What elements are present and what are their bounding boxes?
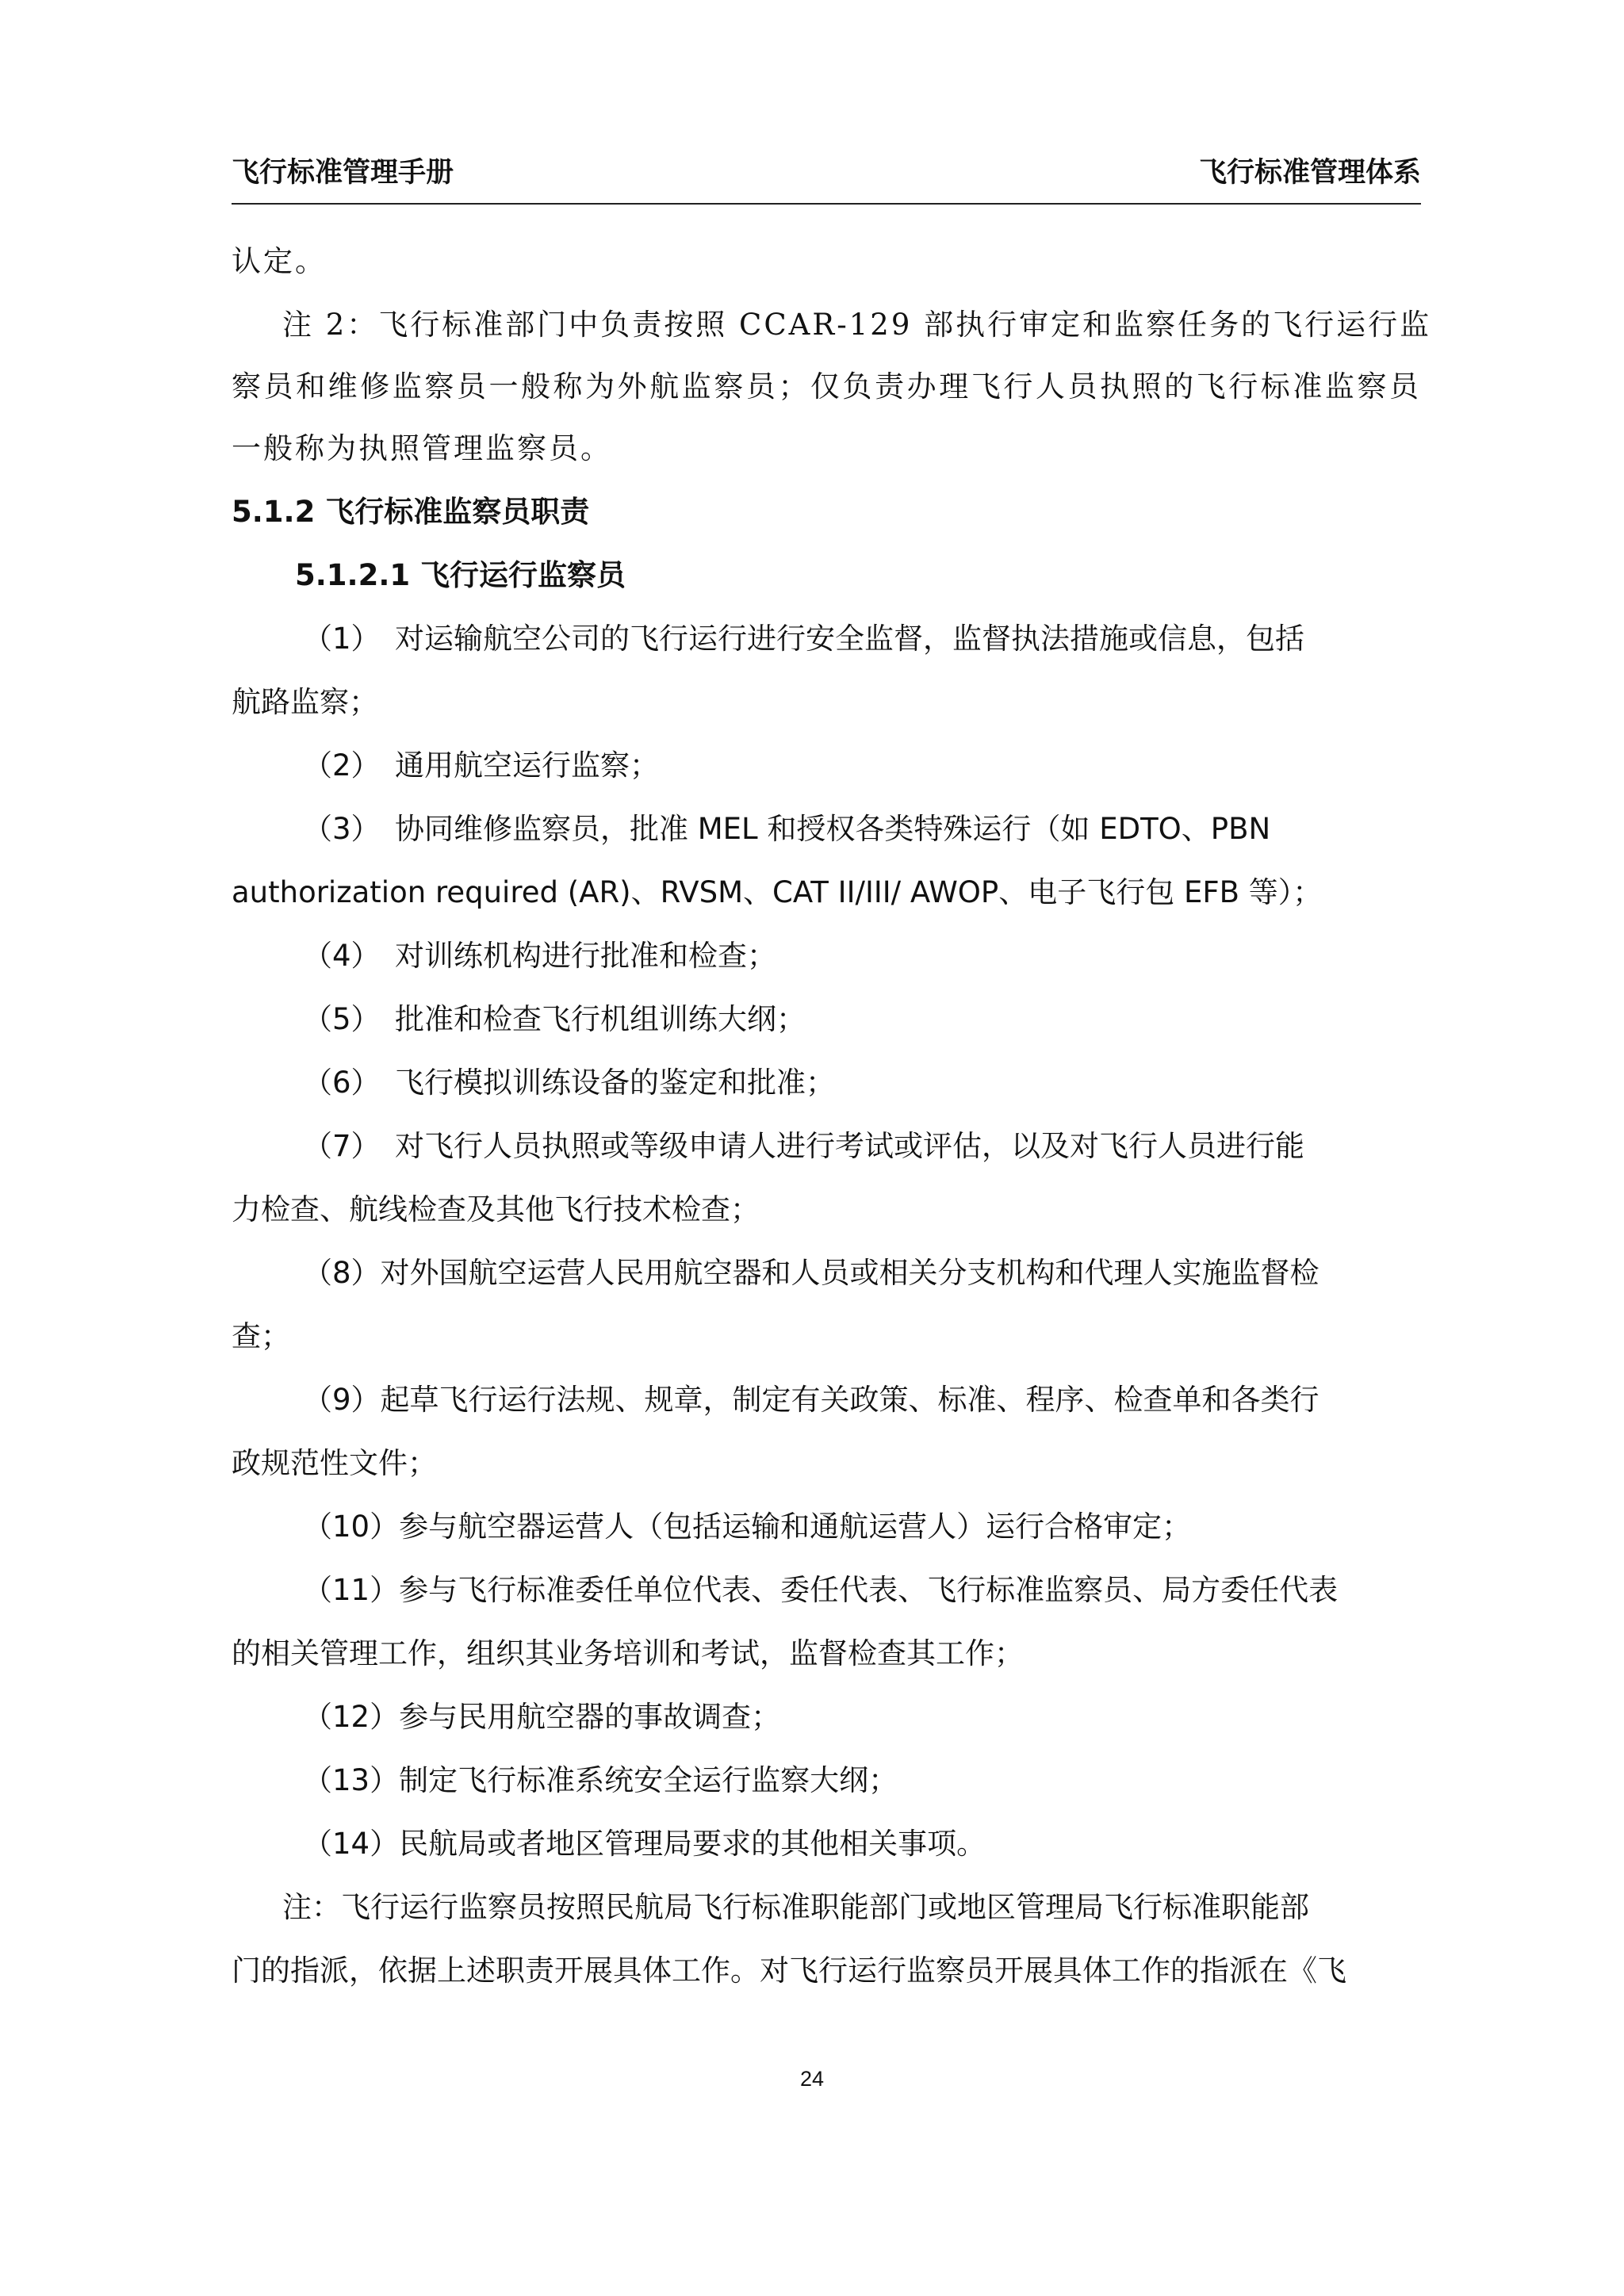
list-item-8-cont: 查； [232,1319,290,1353]
list-item-3 [303,806,1421,853]
item-number: （8） [303,1256,381,1290]
item-number: （13） [303,1763,400,1797]
item-text: 对训练机构进行批准和检查； [395,939,776,973]
item-number: （7） [303,1129,381,1163]
item-number: （4） [303,939,381,973]
item-number: （3） [303,812,381,846]
note2-line-1: 注 2：飞行标准部门中负责按照 CCAR-129 部执行审定和监察任务的飞行运行监 [282,308,1432,342]
note-line-1: 注：飞行运行监察员按照民航局飞行标准职能部门或地区管理局飞行标准职能部 [282,1890,1309,1924]
item-text: 通用航空运行监察； [395,748,659,783]
list-item-7-cont: 力检查、航线检查及其他飞行技术检查； [232,1192,760,1226]
list-item-12 [303,1693,1421,1741]
item-text: 制定飞行标准系统安全运行监察大纲； [399,1763,898,1797]
item-text: 参与飞行标准委任单位代表、委任代表、飞行标准监察员、局方委任代表 [399,1573,1339,1607]
list-item-11 [303,1567,1421,1614]
item-text: 参与航空器运营人（包括运输和通航运营人）运行合格审定； [399,1510,1192,1544]
section-heading: 5.1.2 飞行标准监察员职责 [232,495,590,529]
list-item-10 [303,1503,1421,1551]
item-text: 参与民用航空器的事故调查； [399,1700,781,1734]
list-item-6 [303,1059,1421,1107]
list-item-11-cont: 的相关管理工作，组织其业务培训和考试，监督检查其工作； [232,1636,1024,1670]
item-text: 飞行模拟训练设备的鉴定和批准； [395,1066,835,1100]
item-text: 民航局或者地区管理局要求的其他相关事项。 [399,1827,986,1861]
item-number: （2） [303,748,381,783]
list-item-1 [303,615,1421,663]
list-item-5 [303,996,1421,1043]
item-number: （11） [303,1573,400,1607]
note2-line-3: 一般称为执照管理监察员。 [232,431,612,465]
list-item-9 [303,1376,1421,1424]
list-item-7 [303,1123,1421,1170]
item-number: （14） [303,1827,400,1861]
list-item-3-cont: authorization required (AR)、RVSM、CAT II/III/ AWOP、电子飞行包 EFB 等）； [232,875,1323,909]
header-manual-title: 飞行标准管理手册 [232,157,454,188]
item-number: （10） [303,1510,400,1544]
list-item-9-cont: 政规范性文件； [232,1446,437,1480]
list-item-2 [303,742,1421,790]
item-text: 对运输航空公司的飞行运行进行安全监督，监督执法措施或信息，包括 [395,622,1304,656]
item-number: （5） [303,1002,381,1036]
list-item-1-cont: 航路监察； [232,685,378,719]
header-divider [232,203,1421,205]
item-number: （6） [303,1066,381,1100]
list-item-4 [303,932,1421,980]
note-line-2: 门的指派，依据上述职责开展具体工作。对飞行运行监察员开展具体工作的指派在《飞 [232,1954,1346,1988]
list-item-13 [303,1757,1421,1804]
item-text: 起草飞行运行法规、规章，制定有关政策、标准、程序、检查单和各类行 [380,1383,1320,1417]
subsection-heading: 5.1.2.1 飞行运行监察员 [295,558,626,592]
note2-line-2: 察员和维修监察员一般称为外航监察员；仅负责办理飞行人员执照的飞行标准监察员 [232,369,1421,404]
list-item-8 [303,1249,1421,1297]
item-text: 批准和检查飞行机组训练大纲； [395,1002,806,1036]
continuation-line: 认定。 [232,244,327,278]
item-text: 对外国航空运营人民用航空器和人员或相关分支机构和代理人实施监督检 [380,1256,1320,1290]
item-number: （12） [303,1700,400,1734]
header-section-title: 飞行标准管理体系 [1198,157,1421,188]
item-number: （9） [303,1383,381,1417]
list-item-14 [303,1820,1421,1868]
page-header [232,149,1421,205]
page-number: 24 [799,2067,825,2091]
item-text: 协同维修监察员，批准 MEL 和授权各类特殊运行（如 EDTO、PBN [395,812,1271,846]
item-text: 对飞行人员执照或等级申请人进行考试或评估，以及对飞行人员进行能 [395,1129,1304,1163]
item-number: （1） [303,622,381,656]
